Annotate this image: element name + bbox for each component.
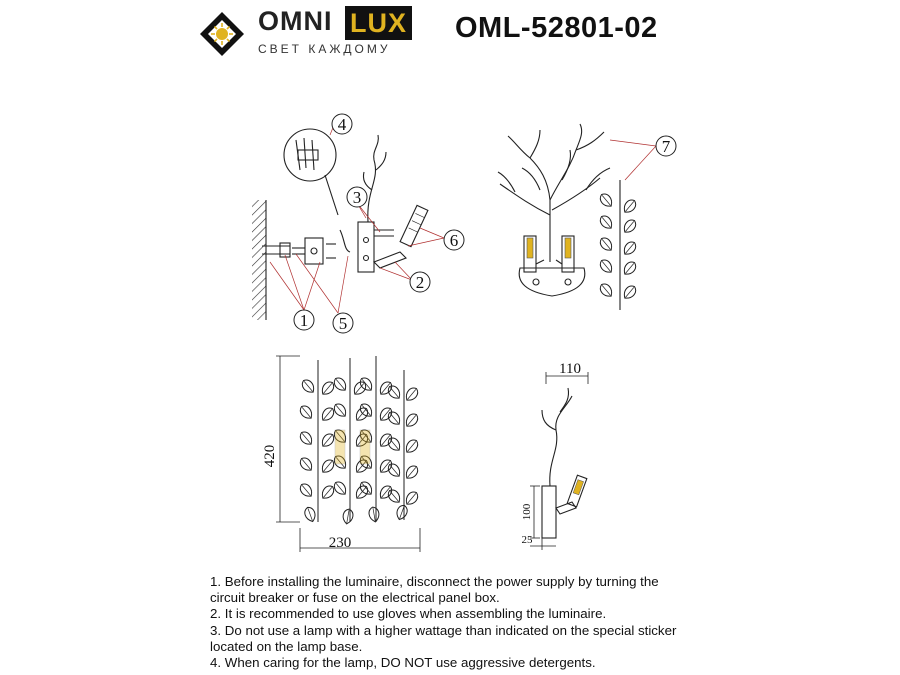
dimension-height: 420 <box>262 444 278 468</box>
dimension-width: 230 <box>328 535 352 551</box>
note-1: 1. Before installing the luminaire, disconnect the power supply by turning the circuit breaker or fuse on the electrical panel box. <box>210 574 659 606</box>
front-leaves <box>298 375 420 524</box>
model-number: OML-52801-02 <box>455 12 658 44</box>
callout-6: 6 <box>449 231 459 250</box>
front-view <box>276 356 420 552</box>
dimension-base-height: 100 <box>521 503 533 521</box>
leaf-garland-top <box>598 191 638 301</box>
side-view <box>530 372 588 550</box>
callout-numbers <box>300 115 671 333</box>
callout-2: 2 <box>415 273 425 292</box>
brand-name-omni: OMNI <box>258 6 333 36</box>
callout-5: 5 <box>338 314 348 333</box>
installation-notes <box>210 574 690 671</box>
note-3: 3. Do not use a lamp with a higher wattage than indicated on the special sticker located on the lamp base. <box>210 622 677 654</box>
callout-circles <box>294 114 676 333</box>
brand-name-lux: LUX <box>345 6 412 40</box>
callout-7: 7 <box>661 137 671 156</box>
note-2: 2. It is recommended to use gloves when assembling the luminaire. <box>210 606 607 622</box>
note-4: 4. When caring for the lamp, DO NOT use aggressive detergents. <box>210 655 596 671</box>
callout-4: 4 <box>337 115 347 134</box>
callout-1: 1 <box>299 311 309 330</box>
exploded-view <box>252 129 428 320</box>
callout-3: 3 <box>352 188 362 207</box>
leader-lines <box>270 125 656 313</box>
dimension-depth: 110 <box>559 361 581 377</box>
dimension-base-depth: 25 <box>521 534 533 546</box>
brand-tagline: СВЕТ КАЖДОМУ <box>258 42 391 56</box>
